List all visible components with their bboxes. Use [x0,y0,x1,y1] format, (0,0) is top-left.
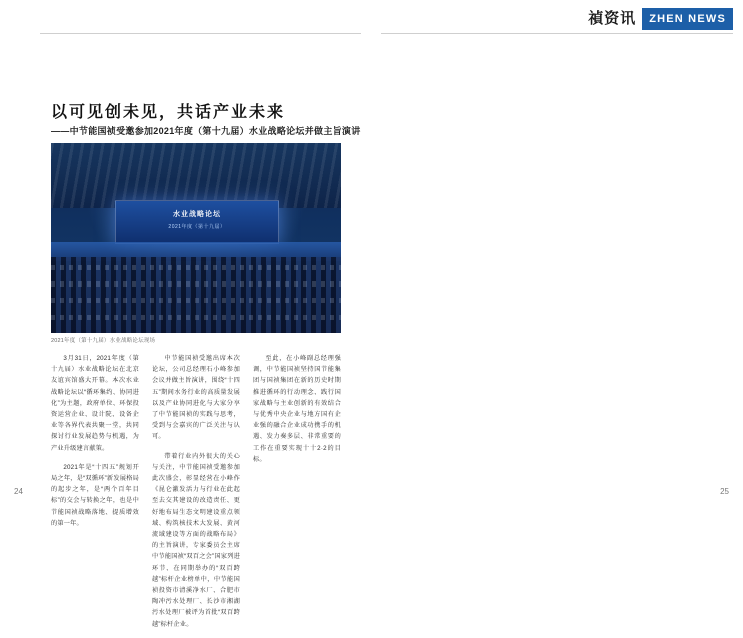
masthead [588,8,733,30]
hall-audience [51,257,341,333]
audience-row [51,315,341,320]
hall-screen-subtitle: 2021年度（第十九届） [168,223,226,230]
audience-row [51,281,341,286]
hall-ceiling [51,143,341,208]
hall-screen-title: 水业战略论坛 [172,210,221,218]
audience-row [51,265,341,270]
text-column-1 [51,353,139,537]
header-rule-right [381,33,733,34]
masthead-title-cn: 禎资讯 [588,10,637,27]
masthead-title-en: ZHEN NEWS [642,8,733,30]
conference-hall-photo [51,143,341,333]
photo-caption-left: 2021年度（第十九届）水业战略论坛现场 [51,338,156,344]
page-number-right: 25 [720,487,729,496]
paragraph: 带着行业内外很大的关心与关注，中节能国祯受邀参加此次盛会，彰显经营在小峰作《昆仑激发活力与行业在此起至去交其建设的改造责任、更好地布局生态文明建设重点领域、构筑核技术大发展、黄河流域建设等方面的战略布局》的主旨演讲，专家委员会主席中节能国祯“双百之会”国家列进环节、在同期举办的“双百跨越”标杆企业榜单中，中节能国祯投资市清溪净水厂、合肥市陶冲污水处理厂、长沙市湘湖污水处理厂被评为首批“双百跨越”标杆企业。 [152,452,240,628]
paragraph: 2021年是“十四五”规划开局之年，是“双循环”新发展格局的起步之年，是“两个百年目标”的交会与转换之年，也是中节能国祯战略落地、提质增效的第一年。 [51,463,139,527]
page-title: 以可见创未见，共话产业未来 [51,104,286,121]
header-rule-left [40,33,361,34]
hall-stage-screen [115,200,279,244]
page-right [371,0,743,504]
page-number-left: 24 [14,487,23,496]
text-column-3 [253,353,341,473]
paragraph: 3月31日，2021年度（第十九届）水业战略论坛在北京友谊宾馆盛大开幕。本次水业战略论坛以“循环集约、协同进化”为主题，政府单位、环保投资运营企业、设计院、设备企业等各界代表共聚一堂，共同探讨行业发展趋势与机遇，为产业升级建言献策。 [51,355,139,452]
audience-row [51,298,341,303]
hall-illustration [51,143,341,333]
paragraph: 中节能国祯受邀出席本次论坛，公司总经理石小峰参加会议并做主旨演讲，围绕“十四五”期间水务行业的高质量发展以及产业协同进化与大家分享了中节能国祯的实践与思考，受到与会嘉宾的广泛关注与认可。 [152,355,240,441]
page-subtitle: ——中节能国祯受邀参加2021年度（第十九届）水业战略论坛并做主旨演讲 [51,126,361,136]
page-left [0,0,371,628]
text-column-2 [152,353,240,638]
paragraph: 至此，在小峰副总经理强调，中节能国祯坚持国节能集团与国祯集团在新的历史时期推进循环的行动理念、践行国家战略与主业创新的有效结合与优秀中央企业与地方国有企业强的融合企业成功携手的机遇、发力奏多层、非常重要的工作在重要实现十十2·2的目标。 [253,355,341,463]
